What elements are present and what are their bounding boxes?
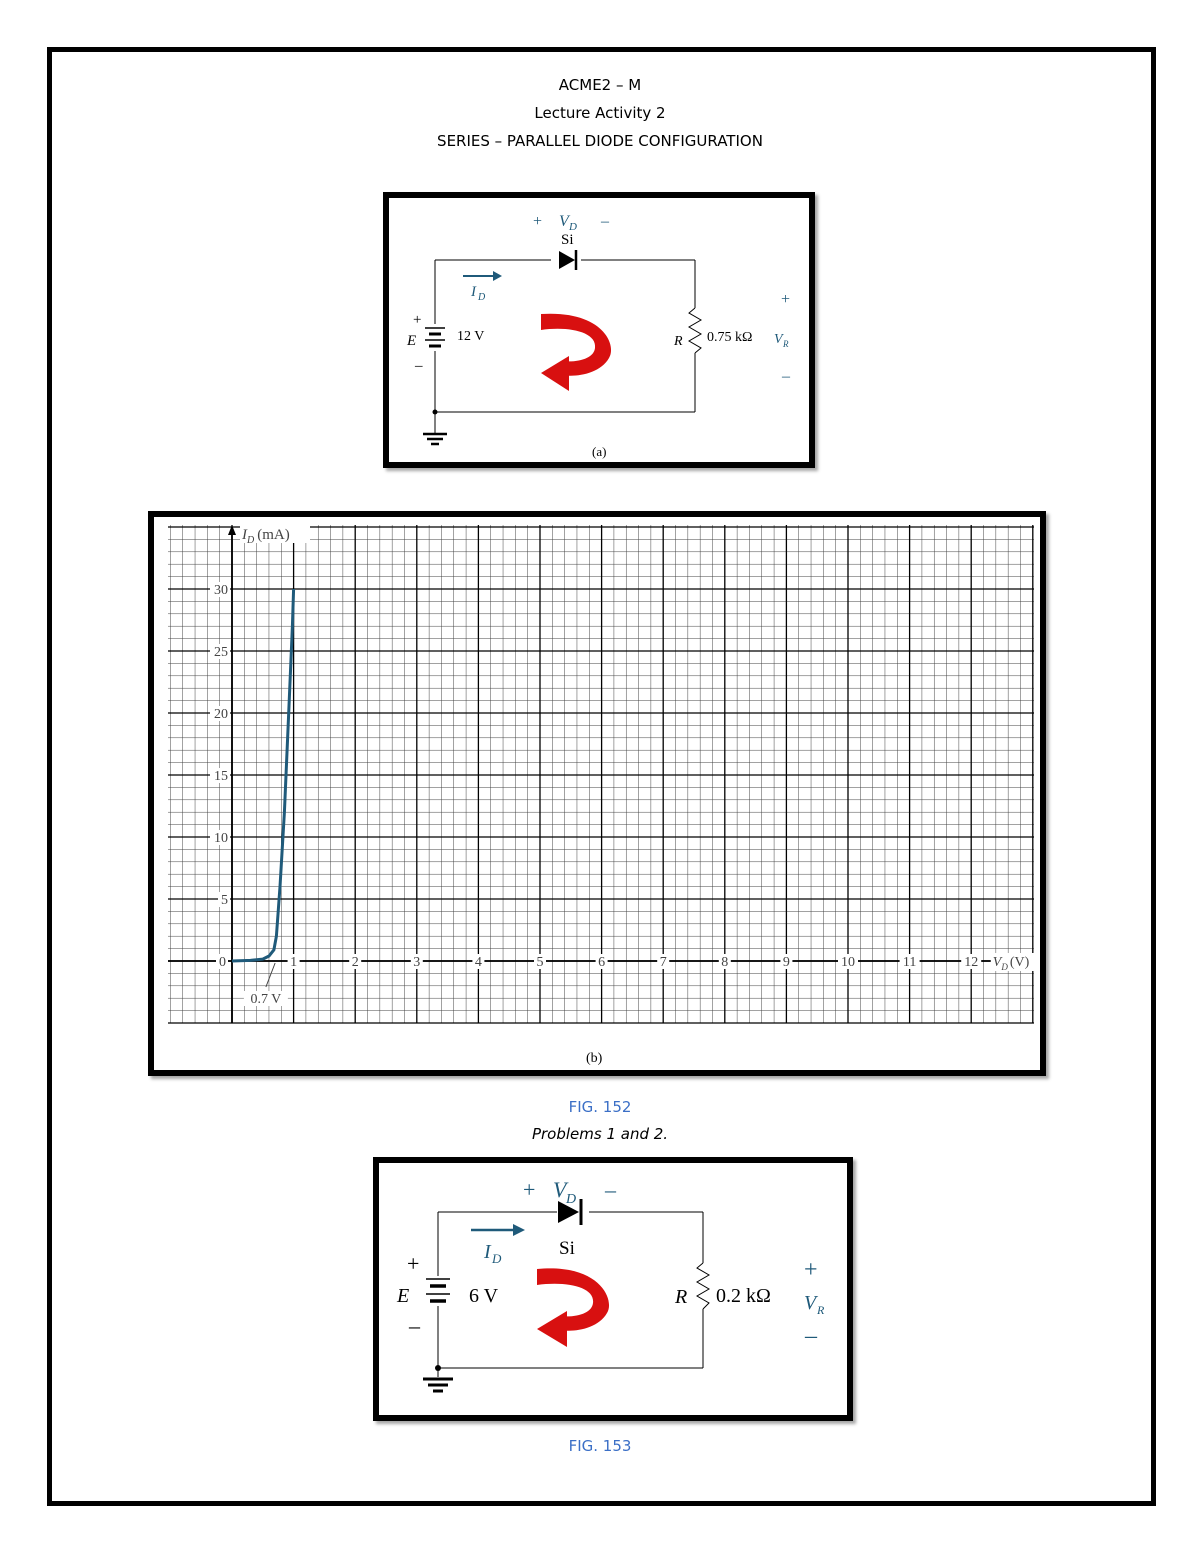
y-tick-label: 10 <box>214 831 228 846</box>
e-label-153: E <box>397 1285 410 1307</box>
x-tick-label: 0 <box>219 955 226 970</box>
vd-sub-a: D <box>569 221 577 233</box>
vd-minus-a: – <box>601 213 609 230</box>
y-tick-label: 25 <box>214 645 228 660</box>
vr-minus-a: – <box>782 368 790 385</box>
caption-b: (b) <box>586 1051 603 1066</box>
x-tick-label: 6 <box>598 955 606 970</box>
doc-title-topic: SERIES – PARALLEL DIODE CONFIGURATION <box>437 132 763 150</box>
vr-sub-153: R <box>817 1303 825 1317</box>
circuit-figure-a <box>383 192 815 468</box>
x-axis-title: $V_D$ (V) <box>992 955 1030 972</box>
vd-sub-153: D <box>566 1192 577 1207</box>
x-tick-label: 4 <box>474 955 482 970</box>
x-tick-label: 9 <box>782 955 790 970</box>
doc-title-course: ACME2 – M <box>558 76 642 94</box>
graph-figure-b <box>148 511 1046 1076</box>
x-tick-label: 5 <box>536 955 544 970</box>
x-tick-label: 12 <box>964 955 979 970</box>
y-tick-label: 30 <box>214 583 228 598</box>
vr-label-a: V <box>774 332 783 347</box>
diode-characteristic-chart <box>154 517 1040 1070</box>
id-label-a: I <box>471 284 476 300</box>
y-tick-label: 15 <box>214 769 228 784</box>
vr-label-153: V <box>804 1292 817 1314</box>
e-minus-a: – <box>415 358 423 374</box>
id-label-153: I <box>484 1241 491 1263</box>
source-value-153: 6 V <box>469 1285 499 1307</box>
vd-label-a: V <box>559 213 569 230</box>
r-label-153: R <box>675 1286 688 1308</box>
vd-minus-153: – <box>605 1177 616 1202</box>
fig152-caption: Problems 1 and 2. <box>531 1125 669 1143</box>
vr-sub-a: R <box>783 339 789 349</box>
r-label-a: R <box>674 334 683 349</box>
x-tick-label: 10 <box>841 955 855 970</box>
r-value-a: 0.75 kΩ <box>707 330 753 345</box>
y-tick-label: 5 <box>221 893 228 908</box>
vr-plus-153: + <box>804 1257 818 1283</box>
fig153-label: FIG. 153 <box>568 1437 632 1455</box>
loop-arrow-153 <box>537 1268 609 1347</box>
circuit-figure-153 <box>373 1157 853 1421</box>
x-tick-label: 7 <box>659 955 667 970</box>
vd-label-153: V <box>553 1177 567 1202</box>
doc-title-activity: Lecture Activity 2 <box>534 104 666 122</box>
caption-a: (a) <box>592 444 607 459</box>
diode-label-a: Si <box>561 232 574 248</box>
annotation-0-7v: 0.7 V <box>250 992 282 1007</box>
loop-arrow-a <box>541 314 611 391</box>
e-label-a: E <box>407 333 417 349</box>
r-value-153: 0.2 kΩ <box>716 1285 771 1307</box>
e-plus-153: + <box>407 1251 420 1276</box>
e-plus-a: + <box>413 312 422 328</box>
x-tick-label: 3 <box>413 955 421 970</box>
e-minus-153: – <box>409 1313 420 1338</box>
diode-label-153: Si <box>559 1238 575 1259</box>
diode-symbol-a <box>559 250 576 270</box>
vd-plus-153: + <box>523 1177 536 1202</box>
vr-minus-153: – <box>805 1323 817 1349</box>
fig152-label: FIG. 152 <box>568 1098 632 1116</box>
source-value-a: 12 V <box>457 329 485 344</box>
id-sub-a: D <box>478 292 486 303</box>
vd-plus-a: + <box>533 213 543 230</box>
id-sub-153: D <box>492 1251 502 1266</box>
x-tick-label: 1 <box>290 955 298 970</box>
x-tick-label: 2 <box>351 955 359 970</box>
x-tick-label: 11 <box>902 955 917 970</box>
y-tick-label: 20 <box>214 707 228 722</box>
y-axis-title: $I_D$ (mA) <box>242 527 290 546</box>
vr-plus-a: + <box>781 291 791 308</box>
x-tick-label: 8 <box>721 955 729 970</box>
